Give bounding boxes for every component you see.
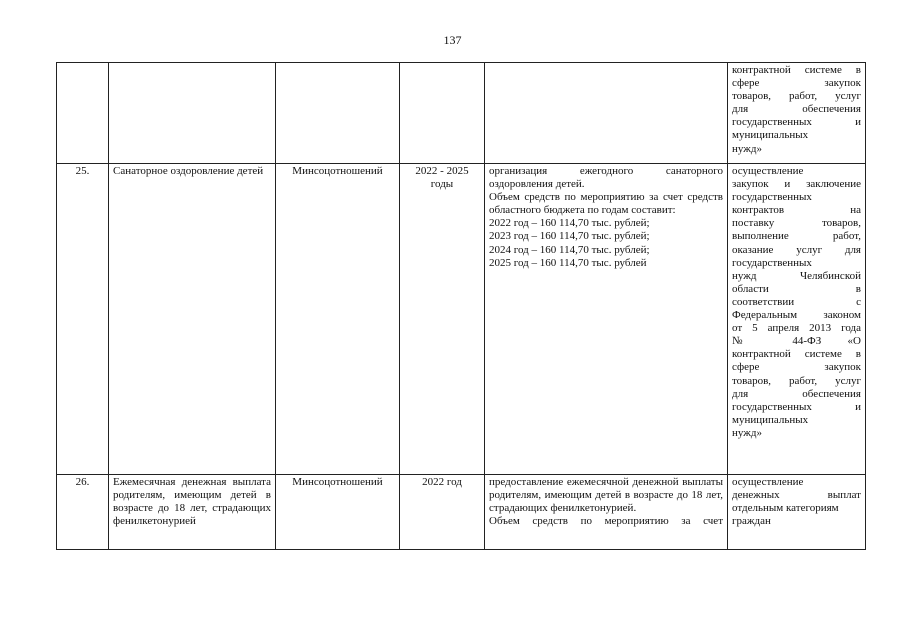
result-line: осуществление [732, 476, 804, 488]
result-line: государственных [732, 256, 812, 269]
cell-num [57, 63, 109, 164]
result-line: государственных и [732, 400, 861, 413]
result-line: контрактной системе в [732, 64, 861, 76]
result-line: нужд» [732, 426, 762, 439]
cell-result [728, 63, 866, 164]
result-line: муниципальных [732, 413, 809, 426]
result-line: товаров, работ, услуг [732, 90, 861, 103]
description-line: 2025 год – 160 114,70 тыс. рублей [489, 256, 647, 269]
result-line: от 5 апреля 2013 года [732, 322, 861, 335]
table-row-25 [57, 164, 866, 475]
cell-executor [276, 63, 400, 164]
result-line: Федеральным законом [732, 309, 861, 322]
result-line: для обеспечения [732, 103, 861, 116]
result-line: товаров, работ, услуг [732, 374, 861, 387]
result-line: поставку товаров, [732, 217, 861, 230]
cell-result [728, 475, 866, 550]
result-line: денежных выплат [732, 489, 861, 502]
result-line: граждан [732, 515, 771, 528]
cell-period: 2022 год [400, 475, 485, 550]
cell-result [728, 164, 866, 475]
result-line: нужд» [732, 142, 762, 155]
cell-period [400, 63, 485, 164]
description-line: организация ежегодного санаторного оздоровления детей. [489, 165, 723, 191]
result-line: сфере закупок [732, 361, 861, 374]
result-line: для обеспечения [732, 387, 861, 400]
measures-table [56, 62, 866, 550]
result-line: контрактной системе в [732, 348, 861, 361]
cell-period: 2022 - 2025 годы [400, 164, 485, 475]
cell-name: Санаторное оздоровление детей [109, 164, 276, 475]
result-line: нужд Челябинской [732, 269, 861, 282]
cell-description [485, 63, 728, 164]
description-line: Объем средств по мероприятию за счет [489, 515, 723, 528]
result-line: муниципальных [732, 129, 809, 142]
result-line: государственных [732, 191, 812, 204]
description-line: предоставление ежемесячной денежной выплаты родителям, имеющим детей в возрасте до 18 лет, страдающих фенилкетонурией. [489, 476, 723, 515]
cell-num: 25. [57, 164, 109, 475]
result-line: государственных и [732, 116, 861, 129]
description-line: 2024 год – 160 114,70 тыс. рублей; [489, 243, 650, 256]
result-line: области в [732, 282, 861, 295]
result-line: соответствии с [732, 295, 861, 308]
page-number: 137 [443, 33, 462, 47]
cell-name: Ежемесячная денежная выплата родителям, имеющим детей в возрасте до 18 лет, страдающих фенилкетонурией [109, 475, 276, 550]
result-line: выполнение работ, [732, 230, 861, 243]
result-line: закупок и заключение [732, 178, 861, 191]
cell-description [485, 475, 728, 550]
description-line: Объем средств по мероприятию за счет средств областного бюджета по годам составит: [489, 191, 723, 217]
cell-name [109, 63, 276, 164]
cell-executor: Минсоцотношений [276, 164, 400, 475]
result-line: осуществление [732, 165, 804, 177]
cell-executor: Минсоцотношений [276, 475, 400, 550]
cell-num: 26. [57, 475, 109, 550]
result-line: оказание услуг для [732, 243, 861, 256]
cell-description [485, 164, 728, 475]
result-line: № 44-ФЗ «О [732, 335, 861, 348]
description-line: 2023 год – 160 114,70 тыс. рублей; [489, 230, 650, 243]
description-line: 2022 год – 160 114,70 тыс. рублей; [489, 217, 650, 230]
table-row-26 [57, 475, 866, 550]
table-row-continuation [57, 63, 866, 164]
result-line: отдельным категориям [732, 502, 839, 515]
result-line: контрактов на [732, 204, 861, 217]
result-line: сфере закупок [732, 77, 861, 90]
